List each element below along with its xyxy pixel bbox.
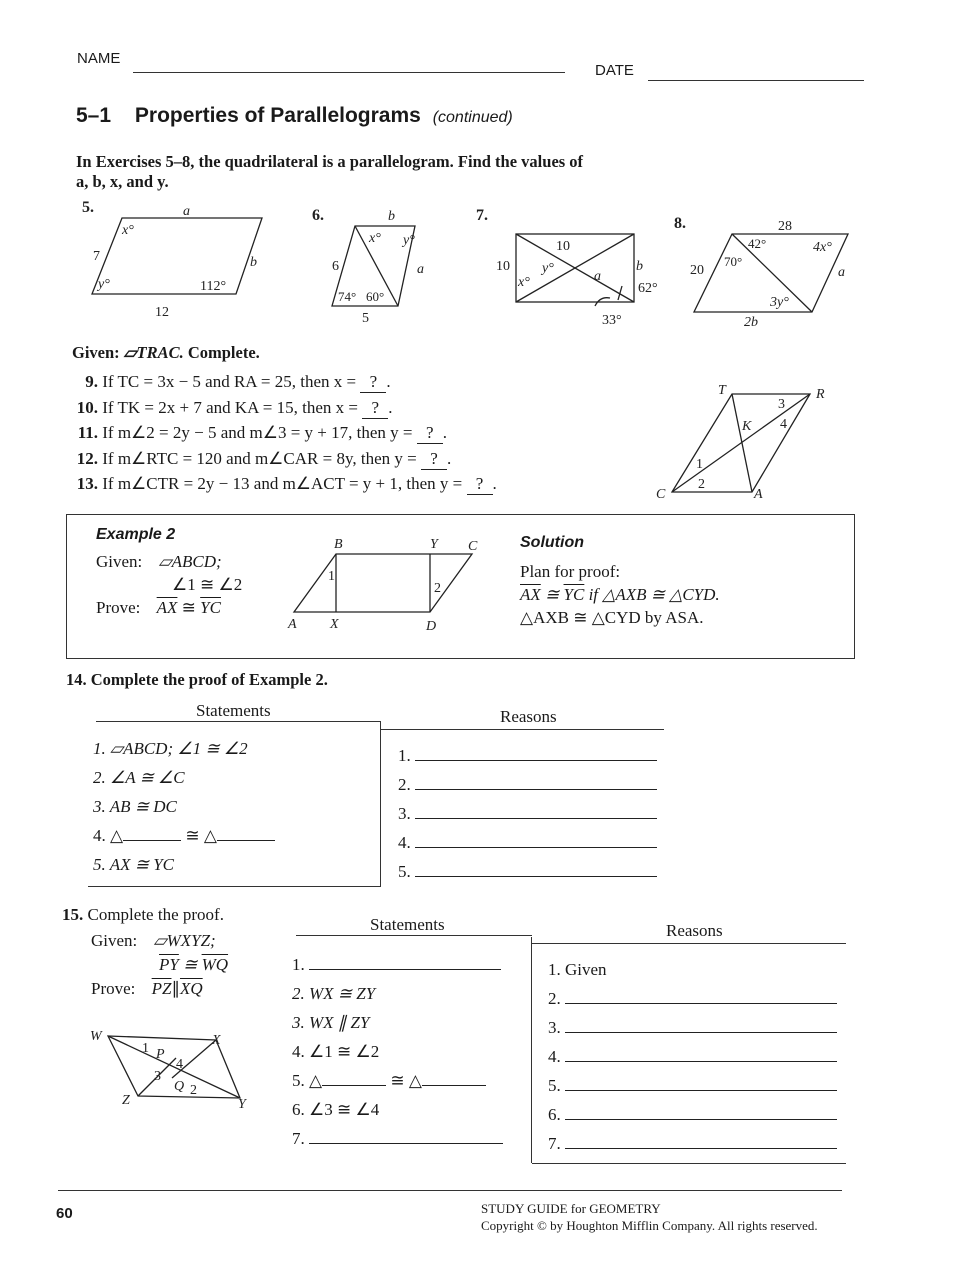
example-2-given <box>96 550 242 619</box>
exercise-14-reason-2-number: 2. <box>398 775 411 794</box>
exercise-15-title-text: Complete the proof. <box>87 905 224 924</box>
exercise-15-statement-4: 4. ∠1 ≅ ∠2 <box>292 1042 380 1061</box>
exercise-15-Q: Q <box>174 1079 185 1094</box>
exercise-13: 13. If m∠CTR = 2y − 13 and m∠ACT = y + 1, then y = ? . <box>66 474 497 500</box>
exercise-14-reason-5-blank[interactable] <box>415 876 657 877</box>
example-2-title: Example 2 <box>96 526 176 543</box>
exercise-12-answer[interactable]: ? <box>421 449 447 470</box>
exercise-14-title: 14. Complete the proof of Example 2. <box>66 670 328 689</box>
exercise-14-reasons-header: Reasons <box>500 707 557 726</box>
example-2-prove-cong: ≅ <box>181 598 196 617</box>
exercise-15-statements: 1. 2. WX ≅ ZY 3. WX ∥ ZY 4. ∠1 ≅ ∠2 5. △ ≅ △ 6. ∠3 ≅ ∠4 7. <box>292 955 503 1158</box>
exercise-11: 11. If m∠2 = 2y − 5 and m∠3 = y + 17, then y = ? . <box>66 423 497 449</box>
exercise-15-reason-3-blank[interactable] <box>565 1032 837 1033</box>
figure-8-angle70: 70° <box>724 254 743 269</box>
exercise-14-statement-3: 3. AB ≅ DC <box>93 797 177 816</box>
exercise-15-Z: Z <box>122 1093 130 1108</box>
exercise-15-reason-7-blank[interactable] <box>565 1148 837 1149</box>
exercise-15-W: W <box>90 1029 102 1044</box>
page-number: 60 <box>56 1205 73 1222</box>
section-subtitle: (continued) <box>432 109 513 126</box>
exercise-14-reason-4-number: 4. <box>398 833 411 852</box>
given-trac-shape: ▱TRAC. <box>123 343 184 362</box>
exercise-10: 10. If TK = 2x + 7 and KA = 15, then x = ? . <box>66 398 497 424</box>
exercise-14-statement-5: 5. AX ≅ YC <box>93 855 174 874</box>
example-2-X: X <box>330 617 339 632</box>
example-2-given2: ∠1 ≅ ∠2 <box>172 575 243 594</box>
exercise-15-statement-5-text: 5. △ <box>292 1071 323 1090</box>
figure-7 <box>516 234 634 306</box>
exercise-11-answer[interactable]: ? <box>417 423 443 444</box>
exercise-15-statement-1-number: 1. <box>292 955 305 974</box>
figure-5-bottom: 12 <box>155 305 169 320</box>
figure-8-a: a <box>838 265 845 280</box>
example-2-figure <box>282 530 482 635</box>
example-2-prove-b: $\overline{YC}$ <box>200 598 221 617</box>
figure-8-top: 28 <box>778 219 792 234</box>
exercise-15-angle3: 3 <box>154 1069 161 1084</box>
exercise-14-statement-1: 1. ▱ABCD; ∠1 ≅ ∠2 <box>93 739 248 758</box>
exercise-15-reason-7-number: 7. <box>548 1134 561 1153</box>
figure-7-a: a <box>594 269 601 284</box>
exercise-15-given-label: Given: <box>91 931 138 950</box>
figure-6-y: y° <box>403 233 415 248</box>
exercise-14-reason-3-blank[interactable] <box>415 818 657 819</box>
exercise-14-triangle-1-blank[interactable] <box>123 840 181 841</box>
exercise-15-triangle-1-blank[interactable] <box>322 1085 386 1086</box>
example-2-plan1-b: $\overline{YC}$ <box>563 585 585 604</box>
section-number: 5–1 <box>76 104 112 127</box>
exercise-15-reasons <box>548 960 837 1163</box>
exercise-14-reason-1-number: 1. <box>398 746 411 765</box>
figure-5-x: x° <box>122 223 134 238</box>
trac-angle3: 3 <box>778 397 785 412</box>
exercise-14-reason-5-number: 5. <box>398 862 411 881</box>
figure-7-number: 7. <box>476 207 488 224</box>
exercise-14-reason-1-blank[interactable] <box>415 760 657 761</box>
exercise-11-number: 11. <box>77 423 98 442</box>
exercise-15-P: P <box>156 1047 165 1062</box>
date-field[interactable] <box>648 80 864 81</box>
exercise-15-X: X <box>212 1033 221 1048</box>
figure-6-angle74: 74° <box>338 289 357 304</box>
exercise-figures <box>70 198 870 328</box>
exercise-15-prove-b: $\overline{XQ}$ <box>179 979 203 998</box>
trac-angle4: 4 <box>780 417 787 432</box>
exercise-10-answer[interactable]: ? <box>362 398 388 419</box>
exercise-9-number: 9. <box>85 372 98 391</box>
trac-angle2: 2 <box>698 477 705 492</box>
exercise-list <box>66 372 497 500</box>
exercise-14-statements-header: Statements <box>196 701 271 720</box>
exercise-15-reason-6-blank[interactable] <box>565 1119 837 1120</box>
exercise-14-reason-3-number: 3. <box>398 804 411 823</box>
example-2-prove-label: Prove: <box>96 598 141 617</box>
trac-C: C <box>656 487 666 502</box>
given-trac <box>72 343 260 363</box>
exercise-15-statement-2: 2. WX ≅ ZY <box>292 984 376 1003</box>
exercise-15-given: Given: ▱WXYZ; $\overline{PY}$ ≅ $\overline{WQ}$ Prove: $\overline{PZ}\parallel\overline{XQ}$ <box>91 931 229 998</box>
exercise-9-answer[interactable]: ? <box>360 372 386 393</box>
exercise-15-statement-1-blank[interactable] <box>309 969 501 970</box>
exercise-15-given2-b: $\overline{WQ}$ <box>201 955 229 974</box>
exercise-15-angle2: 2 <box>190 1083 197 1098</box>
trac-T: T <box>718 383 726 398</box>
section-title: Properties of Parallelograms <box>134 104 421 127</box>
figure-6-b: b <box>388 209 395 224</box>
figure-6-six: 6 <box>332 259 339 274</box>
exercise-15-reason-5-number: 5. <box>548 1076 561 1095</box>
exercise-11-text: If m∠2 = 2y − 5 and m∠3 = y + 17, then y = <box>102 423 413 442</box>
exercise-9: 9. If TC = 3x − 5 and RA = 25, then x = ? . <box>66 372 497 398</box>
exercise-15-reason-2-blank[interactable] <box>565 1003 837 1004</box>
figure-8-y: 3y° <box>770 295 789 310</box>
example-2-given-label: Given: <box>96 552 143 571</box>
exercise-14-reasons <box>398 746 657 891</box>
example-2-prove-a: $\overline{AX}$ <box>156 598 178 617</box>
exercise-13-answer[interactable]: ? <box>467 474 493 495</box>
exercise-15-statement-3: 3. WX ∥ ZY <box>292 1013 370 1032</box>
exercise-15-triangle-2-blank[interactable] <box>422 1085 486 1086</box>
figure-5-b: b <box>250 255 257 270</box>
exercise-15-reasons-header: Reasons <box>666 921 723 940</box>
exercise-15-reason-6-number: 6. <box>548 1105 561 1124</box>
example-2-D: D <box>426 619 437 634</box>
exercise-15-given1: ▱WXYZ; <box>153 931 216 950</box>
exercise-15-number: 15. <box>62 905 84 924</box>
example-2-plan2: △AXB ≅ △CYD by ASA. <box>520 608 704 627</box>
figure-5-number: 5. <box>82 199 94 216</box>
example-2-B: B <box>334 537 343 552</box>
exercise-14-statement-2: 2. ∠A ≅ ∠C <box>93 768 185 787</box>
exercise-15-prove-label: Prove: <box>91 979 136 998</box>
example-2-angle2: 2 <box>434 581 441 596</box>
exercise-15-prove-a: $\overline{PZ}$ <box>151 979 172 998</box>
exercise-14-reason-2-blank[interactable] <box>415 789 657 790</box>
example-2-A: A <box>288 617 297 632</box>
trac-angle1: 1 <box>696 457 703 472</box>
trac-A: A <box>754 487 763 502</box>
trac-K: K <box>742 419 752 434</box>
exercise-15-statements-header: Statements <box>370 915 445 934</box>
trac-figure <box>648 380 838 505</box>
name-label: NAME <box>77 50 121 67</box>
exercise-15-reason-1: 1. Given <box>548 960 607 979</box>
example-2-plan: Plan for proof: <box>520 562 621 581</box>
exercise-14-triangle-2-blank[interactable] <box>217 840 275 841</box>
figure-8-bottom: 2b <box>744 315 758 328</box>
exercise-14-reason-4-blank[interactable] <box>415 847 657 848</box>
exercise-15-statement-7-number: 7. <box>292 1129 305 1148</box>
figure-7-x: x° <box>518 275 530 290</box>
page-title <box>76 104 513 128</box>
exercise-12-text: If m∠RTC = 120 and m∠CAR = 8y, then y = <box>102 448 417 468</box>
exercise-15-angle1: 1 <box>142 1041 149 1056</box>
example-2-plan1-a: $\overline{AX}$ <box>520 585 541 604</box>
figure-5 <box>92 218 262 294</box>
figure-6-a: a <box>417 262 424 277</box>
exercise-14-statements <box>93 739 275 884</box>
date-label: DATE <box>595 62 634 79</box>
figure-6-five: 5 <box>362 311 369 326</box>
footer-copyright: Copyright © by Houghton Mifflin Company. All rights reserved. <box>481 1218 818 1233</box>
given-trac-complete: Complete. <box>187 343 260 362</box>
example-2-C: C <box>468 539 478 554</box>
exercise-15-title <box>62 905 224 925</box>
figure-8-angle42: 42° <box>748 236 767 251</box>
figure-7-ten-left: 10 <box>496 259 510 274</box>
footer-title: STUDY GUIDE for GEOMETRY <box>481 1201 661 1216</box>
exercise-15-Y: Y <box>238 1097 246 1112</box>
given-trac-label: Given: <box>72 343 120 362</box>
figure-8-number: 8. <box>674 215 686 232</box>
exercise-10-number: 10. <box>76 397 98 417</box>
exercise-15-given2-a: $\overline{PY}$ <box>159 955 179 974</box>
exercise-12: 12. If m∠RTC = 120 and m∠CAR = 8y, then y = ? . <box>66 449 497 475</box>
exercise-15-reason-3-number: 3. <box>548 1018 561 1037</box>
figure-6-angle60: 60° <box>366 289 385 304</box>
exercise-14-statement-4-text: 4. △ <box>93 826 124 845</box>
exercise-15-reason-4-blank[interactable] <box>565 1061 837 1062</box>
exercise-15-reason-4-number: 4. <box>548 1047 561 1066</box>
exercise-9-text: If TC = 3x − 5 and RA = 25, then x = <box>102 372 357 391</box>
exercise-13-number: 13. <box>76 474 98 493</box>
figure-7-y: y° <box>542 261 554 276</box>
figure-8-twenty: 20 <box>690 263 704 278</box>
figure-8-x: 4x° <box>813 240 832 255</box>
exercise-15-figure <box>84 1022 264 1117</box>
exercise-15-statement-7-blank[interactable] <box>309 1143 503 1144</box>
example-2-angle1: 1 <box>328 569 335 584</box>
figure-5-seven: 7 <box>93 249 100 264</box>
figure-6-number: 6. <box>312 207 324 224</box>
example-2-solution: Plan for proof: $\overline{AX}$ ≅ $\overline{YC}$ if △AXB ≅ △CYD. △AXB ≅ △CYD by ASA. <box>520 562 720 627</box>
exercise-15-reason-5-blank[interactable] <box>565 1090 837 1091</box>
exercise-12-number: 12. <box>76 448 98 468</box>
exercise-14-statement-4: 4. △ ≅ △ <box>93 826 275 855</box>
figure-7-b: b <box>636 259 643 274</box>
example-2-solution-title: Solution <box>520 534 584 551</box>
exercise-13-text: If m∠CTR = 2y − 13 and m∠ACT = y + 1, then y = <box>102 474 463 493</box>
figure-7-ten-top: 10 <box>556 239 570 254</box>
example-2-plan1-rest: if △AXB ≅ △CYD. <box>588 585 720 604</box>
figure-6-x: x° <box>369 231 381 246</box>
figure-5-a: a <box>183 204 190 219</box>
figure-7-angle33: 33° <box>602 313 622 328</box>
figure-5-angle: 112° <box>200 279 227 294</box>
example-2-given1: ▱ABCD; <box>158 552 222 571</box>
trac-R: R <box>816 387 825 402</box>
name-field[interactable] <box>133 72 565 73</box>
parallelogram-5 <box>92 218 262 294</box>
exercise-10-text: If TK = 2x + 7 and KA = 15, then x = <box>102 397 358 417</box>
figure-5-y: y° <box>98 277 110 292</box>
exercise-15-reason-2-number: 2. <box>548 989 561 1008</box>
exercise-15-prove-parallel: ∥ <box>171 979 180 998</box>
exercise-15-statement-6: 6. ∠3 ≅ ∠4 <box>292 1100 380 1119</box>
exercise-15-angle4: 4 <box>176 1057 183 1072</box>
instructions: In Exercises 5–8, the quadrilateral is a parallelogram. Find the values of a, b, x, and y. <box>76 152 584 191</box>
example-2-Y: Y <box>430 537 438 552</box>
figure-7-angle62: 62° <box>638 281 658 296</box>
